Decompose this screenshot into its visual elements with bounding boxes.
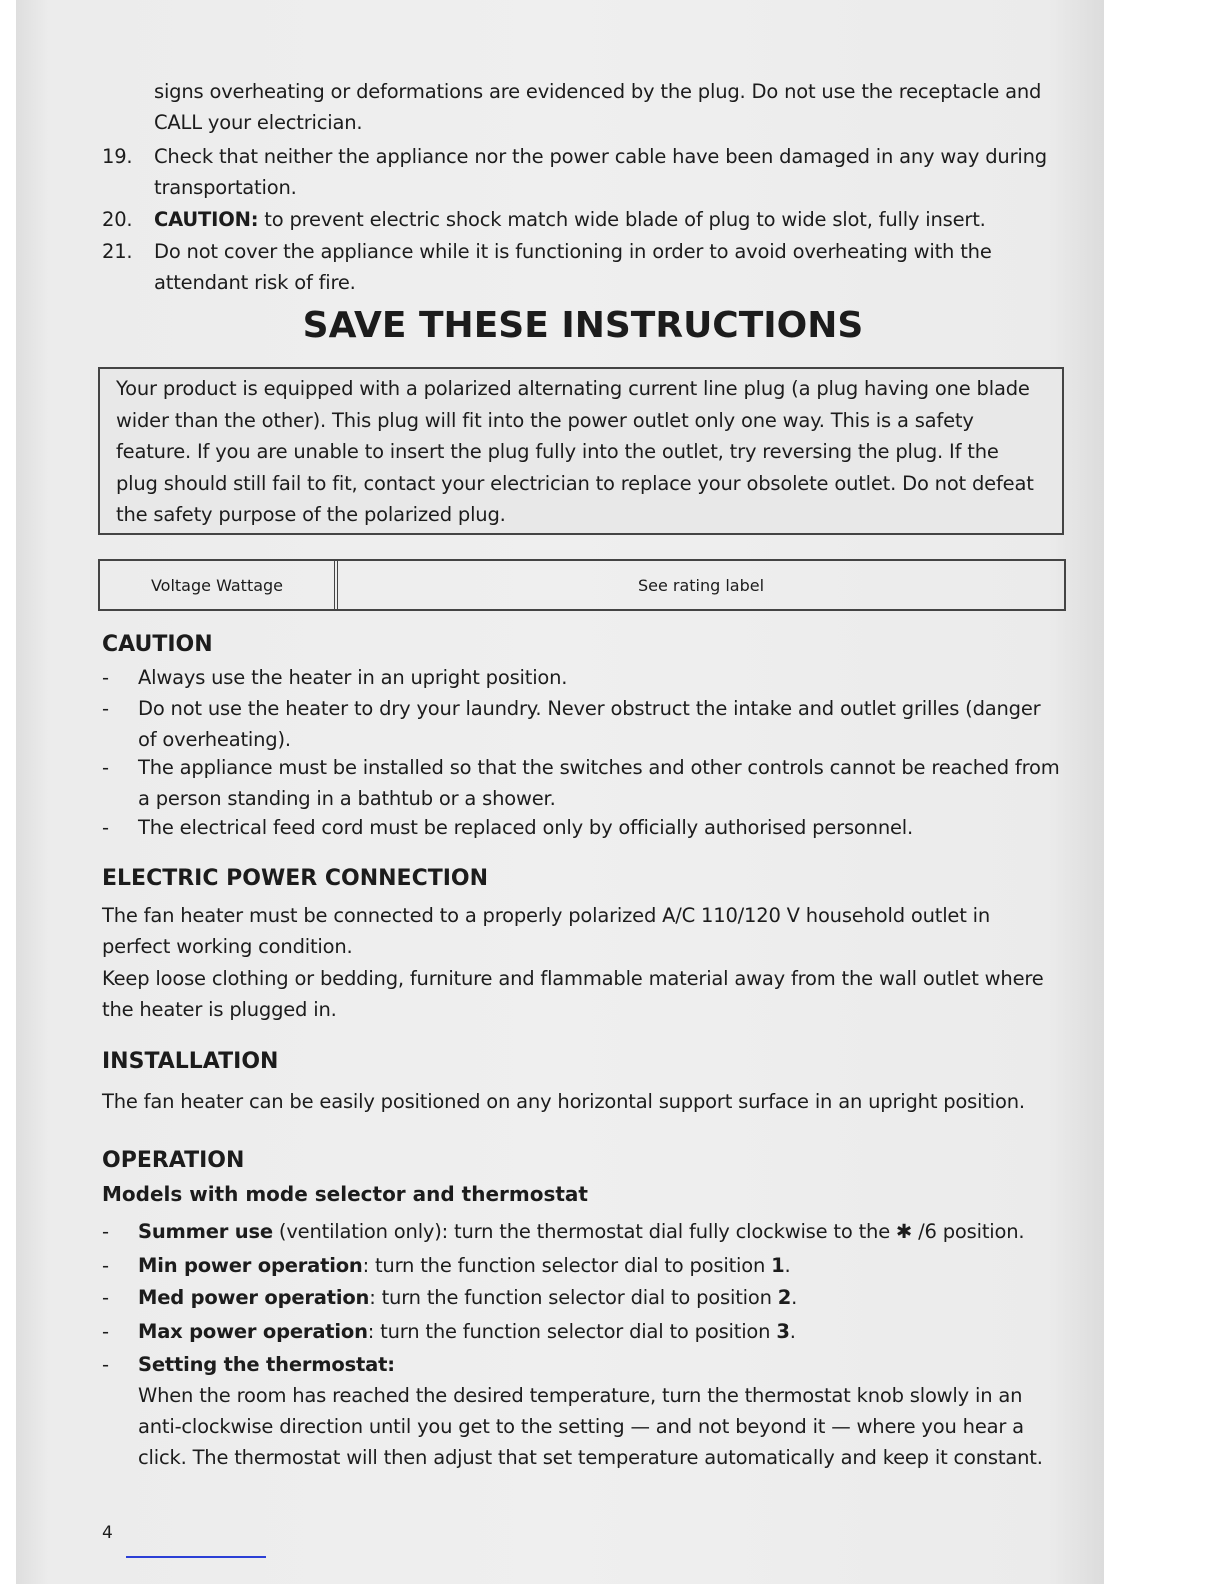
page-title: SAVE THESE INSTRUCTIONS (302, 305, 864, 346)
power-heading: ELECTRIC POWER CONNECTION (102, 866, 489, 891)
page-number: 4 (102, 1523, 113, 1543)
list-number: 21. (102, 240, 133, 263)
caution-heading: CAUTION (102, 632, 213, 657)
caution-label: CAUTION: (154, 208, 259, 231)
list-item: - Setting the thermostat: When the room has reached the desired temperature, turn the thermostat knob slowly in an anti-clockwise direction until you get to the setting — and not beyond it — where you hear a click. The thermostat will then adjust that set temperature automatically and keep it constant. (102, 1353, 1043, 1469)
list-item: - Max power operation: turn the function selector dial to position 3. (102, 1320, 796, 1343)
rating-table (98, 559, 1066, 611)
installation-heading: INSTALLATION (102, 1049, 279, 1074)
list-item: - Do not use the heater to dry your laundry. Never obstruct the intake and outlet grilles (danger of overheating). (102, 697, 1041, 751)
list-text: Check that neither the appliance nor the power cable have been damaged in any way during transportation. (154, 145, 1047, 199)
operation-subheading: Models with mode selector and thermostat (102, 1182, 588, 1206)
list-item: - The electrical feed cord must be replaced only by officially authorised personnel. (102, 816, 913, 839)
list-item: - Summer use (ventilation only): turn the thermostat dial fully clockwise to the ✱ /6 position. (102, 1220, 1025, 1243)
operation-heading: OPERATION (102, 1148, 245, 1173)
rating-label: Voltage Wattage (100, 561, 338, 609)
list-item: - Min power operation: turn the function selector dial to position 1. (102, 1254, 791, 1277)
list-item: - The appliance must be installed so that the switches and other controls cannot be reached from a person standing in a bathtub or a shower. (102, 756, 1060, 810)
list-item: - Always use the heater in an upright position. (102, 666, 568, 689)
continued-paragraph: signs overheating or deformations are evidenced by the plug. Do not use the receptacle and CALL your electrician. (154, 80, 1042, 134)
fan-icon: ✱ (896, 1220, 913, 1243)
list-item-19 (102, 141, 1064, 203)
power-paragraph: The fan heater must be connected to a properly polarized A/C 110/120 V household outlet in perfect working condition. (102, 904, 991, 958)
installation-paragraph: The fan heater can be easily positioned on any horizontal support surface in an upright position. (102, 1090, 1025, 1113)
list-number: 19. (102, 145, 133, 168)
list-item-21 (102, 236, 1064, 298)
list-number: 20. (102, 208, 133, 231)
list-text: Do not cover the appliance while it is functioning in order to avoid overheating with the attendant risk of fire. (154, 240, 992, 294)
list-text: to prevent electric shock match wide blade of plug to wide slot, fully insert. (258, 208, 986, 231)
scanned-page (16, 0, 1104, 1584)
divider (126, 1556, 266, 1558)
power-paragraph: Keep loose clothing or bedding, furniture and flammable material away from the wall outlet where the heater is plugged in. (102, 967, 1044, 1021)
polarized-plug-notice: Your product is equipped with a polarized alternating current line plug (a plug having one blade wider than the other). This plug will fit into the power outlet only one way. This is a safety feature. If you are unable to insert the plug fully into the outlet, try reversing the plug. If the plug should still fail to fit, contact your electrician to replace your obsolete outlet. Do not defeat the safety purpose of the polarized plug. (98, 367, 1064, 535)
list-item: - Med power operation: turn the function selector dial to position 2. (102, 1286, 798, 1309)
list-item-20 (102, 204, 1064, 235)
rating-value: See rating label (637, 575, 765, 595)
